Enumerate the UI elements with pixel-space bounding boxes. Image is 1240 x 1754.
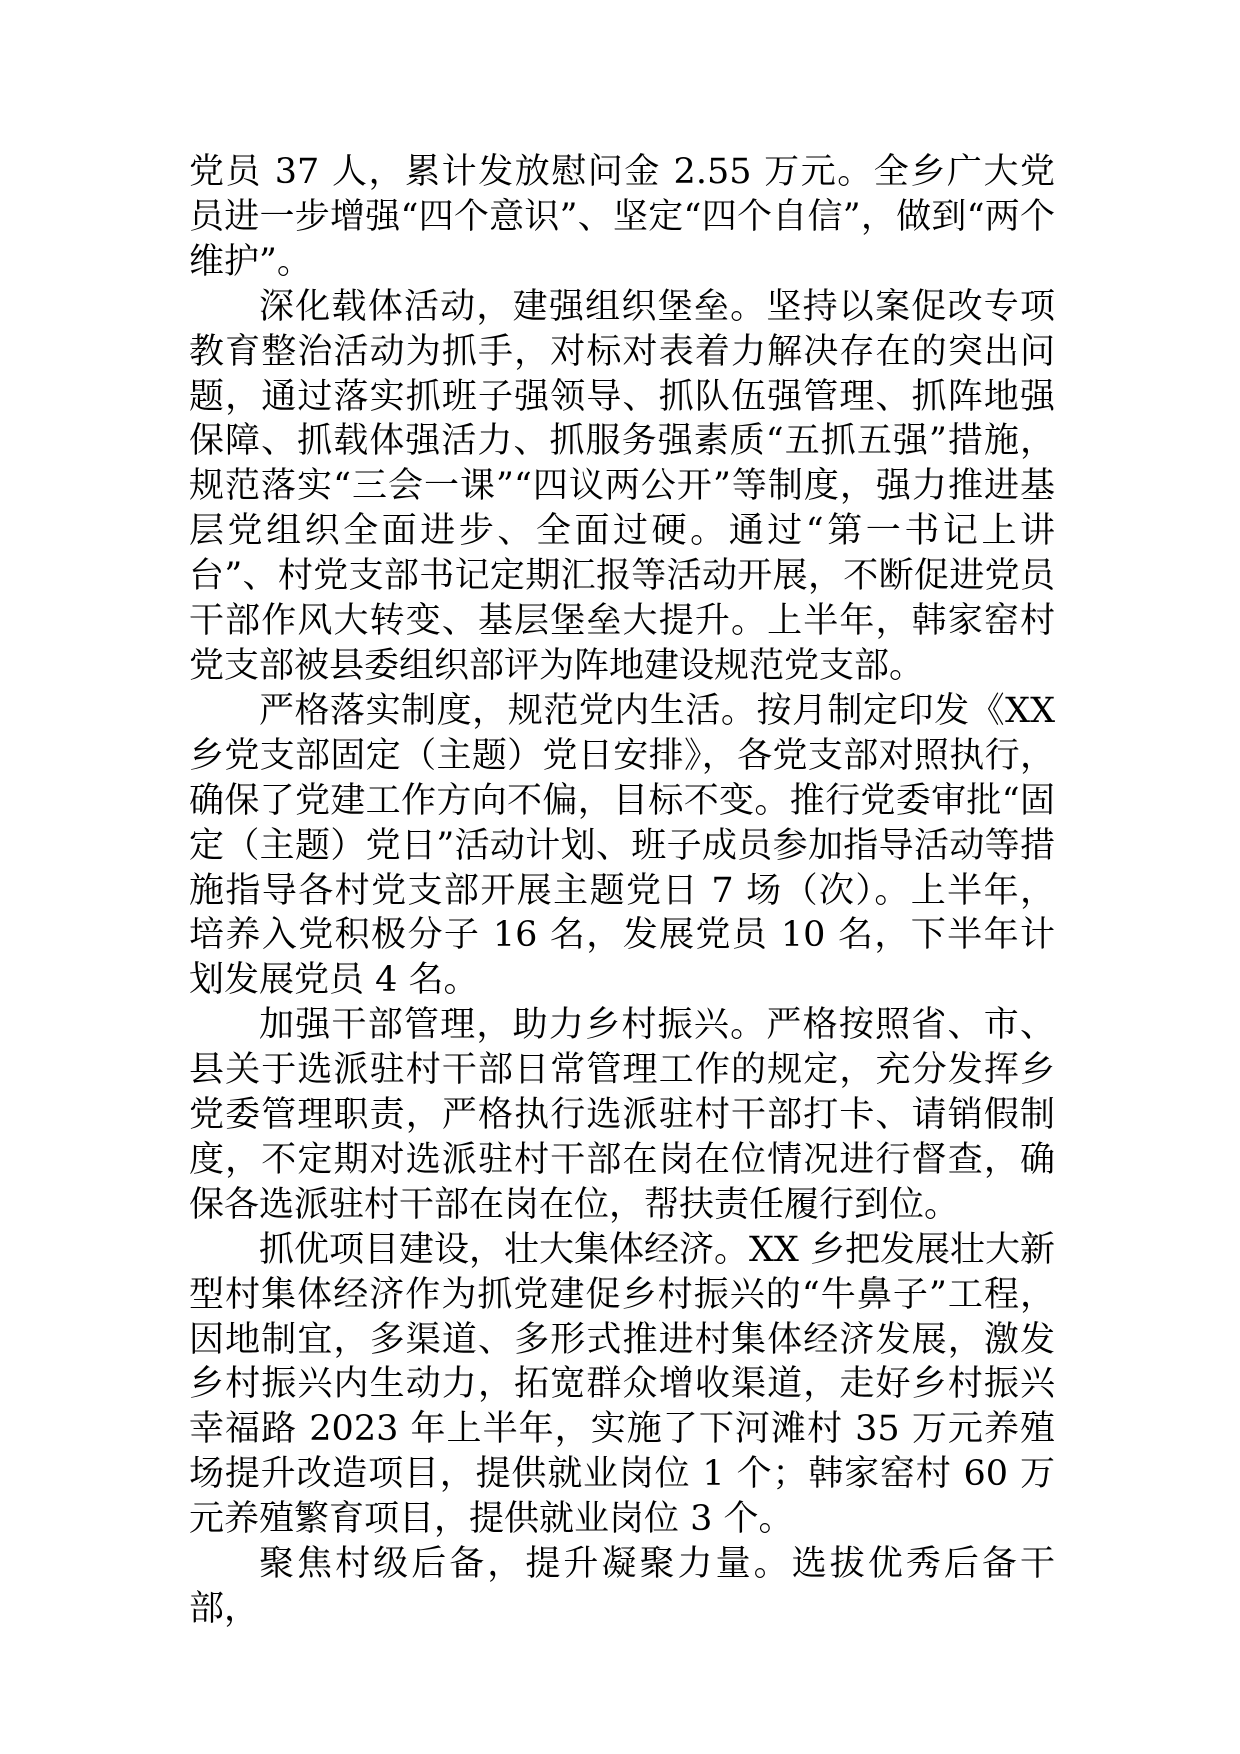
paragraph-continuation [189,150,1055,285]
paragraph-heading: 抓优项目建设，壮大集体经济。 [259,1229,750,1270]
paragraph-text: 严格按照省、市、县关于选派驻村干部日常管理工作的规定，充分发挥乡党委管理职责，严格执行选派驻村干部打卡、请销假制度，不定期对选派驻村干部在岗在位情况进行督查，确保各选派驻村干部在岗在位，帮扶责任履行到位。 [189,1005,1055,1225]
paragraph-party-life [189,689,1055,1003]
document-page [189,150,1055,1632]
paragraph-text: XX 乡把发展壮大新型村集体经济作为抓党建促乡村振兴的“牛鼻子”工程，因地制宜，多渠道、多形式推进村集体经济发展，激发乡村振兴内生动力，拓宽群众增收渠道，走好乡村振兴幸福路 2023 年上半年，实施了下河滩村 35 万元养殖场提升改造项目，提供就业岗位 1 个；韩家窑村 60 万元养殖繁育项目，提供就业岗位 3 个。 [189,1229,1055,1540]
paragraph-text: 按月制定印发《XX 乡党支部固定（主题）党日安排》，各党支部对照执行，确保了党建工作方向不偏，目标不变。推行党委审批“固定（主题）党日”活动计划、班子成员参加指导活动等措施指导各村党支部开展主题党日 7 场（次）。上半年，培养入党积极分子 16 名，发展党员 10 名，下半年计划发展党员 4 名。 [189,690,1055,1001]
paragraph-text: 党员 37 人，累计发放慰问金 2.55 万元。全乡广大党员进一步增强“四个意识”、坚定“四个自信”，做到“两个维护”。 [189,152,1055,282]
paragraph-heading: 深化载体活动，建强组织堡垒。 [259,286,767,327]
paragraph-project-construction [189,1228,1055,1542]
paragraph-heading: 聚焦村级后备，提升凝聚力量。 [259,1544,792,1585]
paragraph-village-reserves [189,1542,1055,1632]
paragraph-heading: 严格落实制度，规范党内生活。 [259,690,757,731]
paragraph-text: 坚持以案促改专项教育整治活动为抓手，对标对表着力解决存在的突出问题，通过落实抓班子强领导、抓队伍强管理、抓阵地强保障、抓载体强活力、抓服务强素质“五抓五强”措施，规范落实“三会一课”“四议两公开”等制度，强力推进基层党组织全面进步、全面过硬。通过“第一书记上讲台”、村党支部书记定期汇报等活动开展，不断促进党员干部作风大转变、基层堡垒大提升。上半年，韩家窑村党支部被县委组织部评为阵地建设规范党支部。 [189,286,1055,686]
paragraph-cadre-management [189,1003,1055,1228]
paragraph-carrier-activities [189,285,1055,689]
paragraph-text: 选拔优秀后备干部， [189,1544,1055,1629]
paragraph-heading: 加强干部管理，助力乡村振兴。 [259,1005,767,1046]
